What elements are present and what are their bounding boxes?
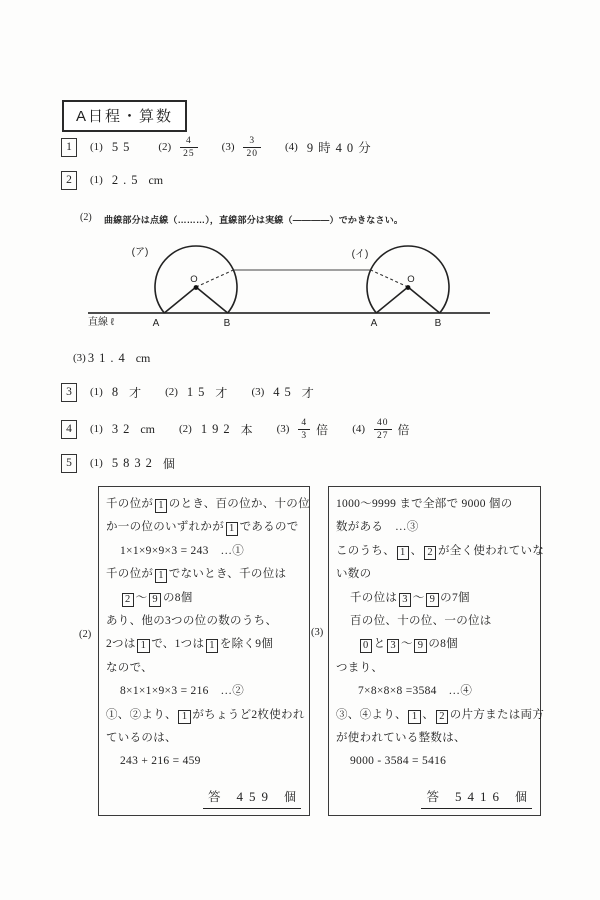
solution-3-lines — [329, 487, 545, 774]
boxed-digit: 9 — [414, 639, 427, 653]
text-segment: を除く9個 — [219, 638, 274, 651]
fraction-value — [180, 136, 198, 159]
text-segment: がちょうど2枚使われ — [192, 708, 305, 721]
text-segment: このうち、 — [336, 544, 395, 557]
solution-line — [336, 587, 535, 610]
question-1-answers — [90, 136, 400, 159]
solution-line — [336, 750, 535, 773]
text-segment: か一の位のいずれかが — [106, 521, 224, 534]
text-segment: 、 — [422, 708, 435, 721]
item-label: (3) — [73, 352, 86, 364]
item-value: 31.4 — [87, 350, 130, 365]
item-label: (2) — [165, 386, 178, 398]
solution-2-answer — [203, 787, 301, 809]
answer-prefix: 答 — [426, 790, 439, 804]
boxed-digit: 1 — [206, 639, 219, 653]
solution-line — [336, 680, 535, 703]
question-1-row — [61, 132, 400, 162]
left-point-a-label: A — [152, 318, 160, 329]
solution-box-2 — [98, 486, 310, 816]
item-value: 32 — [111, 421, 135, 436]
text-segment: ③、④より、 — [336, 708, 407, 721]
solution-line — [336, 727, 535, 750]
item-label: (1) — [90, 174, 103, 186]
text-segment: 2つは — [106, 638, 136, 651]
right-radius-oa — [376, 287, 408, 313]
item-value: 192 — [200, 421, 235, 436]
item-unit: 才 — [129, 385, 142, 400]
fraction-numerator: 4 — [186, 135, 192, 146]
answer-item — [90, 140, 134, 155]
text-segment: の片方または両方 — [449, 708, 545, 721]
text-segment: 9000 - 3584 = 5416 — [350, 755, 447, 768]
solution-line — [106, 704, 304, 727]
item-unit: 個 — [162, 456, 175, 471]
answer-item — [90, 384, 141, 401]
item-value: 2.5 — [111, 172, 143, 187]
question-4-answers — [90, 418, 434, 441]
item-label: (1) — [90, 423, 103, 435]
answer-item — [222, 136, 261, 159]
boxed-digit: 2 — [424, 546, 437, 560]
solution-3-answer — [421, 787, 532, 809]
solution-line — [336, 493, 535, 516]
text-segment: 243 + 216 = 459 — [120, 755, 201, 768]
question-2-3-row — [73, 350, 150, 366]
item-label: (4) — [284, 141, 298, 153]
text-segment: で、1つは — [151, 638, 205, 651]
boxed-digit: 1 — [155, 569, 168, 583]
solution-line — [106, 516, 304, 539]
answer-item — [285, 138, 376, 156]
text-segment: 〜 — [135, 591, 148, 604]
text-segment: 1×1×9×9×3 = 243 …① — [120, 544, 245, 557]
item-label: (4) — [352, 423, 366, 435]
fraction-denominator: 3 — [298, 429, 310, 441]
text-segment: 、 — [410, 544, 423, 557]
text-segment: の7個 — [440, 591, 470, 604]
left-point-b-label: B — [223, 318, 231, 329]
text-segment: でないとき、千の位は — [168, 568, 287, 581]
boxed-digit: 1 — [137, 639, 150, 653]
text-segment: い数の — [336, 568, 372, 581]
item-unit: 才 — [215, 385, 228, 400]
answer-item — [165, 384, 227, 401]
item-value: 9時40分 — [306, 141, 376, 155]
question-number-box: 4 — [61, 420, 77, 439]
text-segment: 1000〜9999 まで全部で 9000 個の — [336, 498, 513, 510]
question-4-row — [61, 414, 434, 444]
fraction-numerator: 40 — [377, 417, 389, 428]
solution-line — [106, 493, 310, 516]
solution-2-lines — [99, 487, 309, 774]
item-label: (3) — [251, 386, 265, 398]
fraction-numerator: 3 — [249, 135, 256, 146]
left-radius-oa — [164, 287, 196, 313]
fraction-denominator: 25 — [180, 147, 198, 159]
boxed-digit: 2 — [436, 710, 449, 724]
fraction-value — [243, 136, 261, 159]
fraction-denominator: 20 — [243, 147, 261, 159]
item-label: (2) — [80, 212, 92, 223]
question-3-answers — [90, 384, 338, 401]
item-label: (1) — [90, 386, 103, 398]
item-unit: cm — [148, 172, 164, 187]
boxed-digit: 1 — [178, 710, 191, 724]
solution-line — [106, 750, 304, 773]
boxed-digit: 9 — [149, 593, 162, 607]
text-segment: が全く使われていな — [437, 544, 545, 557]
page-title-text: A日程・算数 — [76, 108, 174, 125]
answer-value: 5416 — [454, 789, 505, 804]
solution-line — [106, 540, 304, 563]
fraction-denominator: 27 — [374, 429, 392, 441]
right-radius-ob — [408, 287, 440, 313]
text-segment: 百の位、十の位、一の位は — [350, 614, 492, 627]
text-segment: あり、他の3つの位の数のうち、 — [106, 614, 278, 627]
item-unit: cm — [135, 350, 151, 365]
text-segment: 千の位は — [350, 591, 398, 604]
right-figure-label: (イ) — [351, 249, 369, 260]
left-radius-ob — [196, 287, 228, 313]
item-label: (3) — [276, 423, 290, 435]
rolling-circle-diagram — [60, 240, 500, 340]
text-segment: のとき、百の位か、十の位 — [168, 498, 310, 510]
solution-line — [336, 540, 545, 563]
text-segment: 千の位が — [106, 568, 154, 581]
item-value: 8 — [111, 384, 124, 399]
item-value: 55 — [111, 139, 135, 154]
boxed-digit: 1 — [226, 522, 239, 536]
right-point-b-label: B — [434, 318, 442, 329]
solution-line — [106, 633, 304, 656]
boxed-digit: 1 — [155, 499, 168, 513]
text-segment: 千の位が — [106, 498, 154, 510]
item-value: 15 — [186, 384, 210, 399]
fraction-value — [298, 418, 310, 441]
text-segment: の8個 — [162, 591, 193, 604]
answer-value: 459 — [236, 789, 274, 804]
solution-line — [336, 633, 535, 656]
solution-line — [106, 657, 304, 680]
fraction-numerator: 4 — [301, 417, 308, 428]
answer-unit: 個 — [283, 790, 296, 804]
left-dashed-radius — [196, 270, 233, 287]
question-number-box: 1 — [61, 138, 77, 157]
solution-line — [336, 657, 535, 680]
question-number-box: 3 — [61, 383, 77, 402]
ground-line-label: 直線 ℓ — [88, 317, 115, 328]
item-value: 45 — [273, 384, 296, 399]
solution-3-label: (3) — [311, 627, 324, 638]
solution-line — [106, 610, 304, 633]
text-segment: 数がある …③ — [336, 521, 419, 534]
boxed-digit: 3 — [387, 639, 400, 653]
solution-line — [336, 563, 535, 586]
boxed-digit: 0 — [360, 639, 373, 653]
page-title — [62, 100, 187, 132]
item-value: 5832 — [111, 455, 157, 470]
text-segment: なので、 — [106, 661, 153, 674]
item-label: (2) — [158, 141, 172, 153]
solution-2-label: (2) — [79, 629, 92, 640]
text-segment: つまり、 — [336, 661, 384, 674]
question-3-row — [61, 377, 338, 407]
solution-line — [106, 727, 304, 750]
left-center-dot — [194, 285, 199, 290]
item-unit: 才 — [301, 385, 314, 400]
question-5-answers — [90, 455, 199, 472]
question-2-row — [61, 165, 187, 195]
answer-item — [251, 384, 313, 401]
text-segment: ているのは、 — [106, 731, 177, 744]
question-number-box: 5 — [61, 454, 77, 473]
text-segment: が使われている整数は、 — [336, 731, 466, 744]
solution-line — [336, 516, 535, 539]
item-label: (3) — [221, 141, 235, 153]
solution-line — [106, 563, 304, 586]
text-segment: 〜 — [400, 638, 413, 651]
answer-item — [90, 422, 155, 437]
left-figure-label: (ア) — [131, 247, 149, 258]
fraction-value — [374, 418, 392, 441]
text-segment: 8×1×1×9×3 = 216 …② — [120, 685, 245, 698]
answer-item — [277, 418, 329, 441]
text-segment: ①、②より、 — [106, 708, 177, 721]
item-label: (1) — [90, 141, 103, 153]
right-center-label: O — [407, 274, 415, 285]
text-segment: 〜 — [412, 591, 425, 604]
boxed-digit: 3 — [399, 593, 412, 607]
question-number-box: 2 — [61, 171, 77, 190]
item-label: (2) — [179, 423, 192, 435]
left-center-label: O — [190, 274, 198, 285]
solution-line — [106, 587, 304, 610]
question-5-row — [61, 448, 199, 478]
item-label: (1) — [90, 457, 103, 469]
text-segment: であるので — [239, 521, 299, 534]
right-dashed-radius — [371, 270, 408, 287]
answer-item — [179, 421, 253, 438]
answer-item — [90, 455, 175, 472]
drawing-instruction: 曲線部分は点線（………），直線部分は実線（――――）でかきなさい。 — [104, 215, 404, 225]
boxed-digit: 1 — [408, 710, 421, 724]
right-point-a-label: A — [370, 318, 378, 329]
solution-line — [336, 610, 535, 633]
answer-item — [90, 173, 163, 188]
item-unit: 倍 — [397, 422, 410, 437]
boxed-digit: 9 — [426, 593, 439, 607]
text-segment: の8個 — [428, 638, 458, 651]
text-segment: 7×8×8×8 =3584 …④ — [358, 685, 473, 698]
answer-item — [158, 136, 197, 159]
answer-item — [352, 418, 409, 441]
solution-box-3 — [328, 486, 545, 816]
item-unit: cm — [140, 421, 155, 436]
boxed-digit: 2 — [122, 593, 135, 607]
solution-line — [336, 704, 545, 727]
right-center-dot — [406, 285, 411, 290]
item-unit: 本 — [240, 422, 253, 437]
item-unit: 倍 — [316, 422, 329, 437]
solution-line — [106, 680, 304, 703]
boxed-digit: 1 — [397, 546, 410, 560]
answer-prefix: 答 — [207, 790, 221, 804]
text-segment: と — [373, 638, 386, 651]
answer-unit: 個 — [514, 790, 527, 804]
